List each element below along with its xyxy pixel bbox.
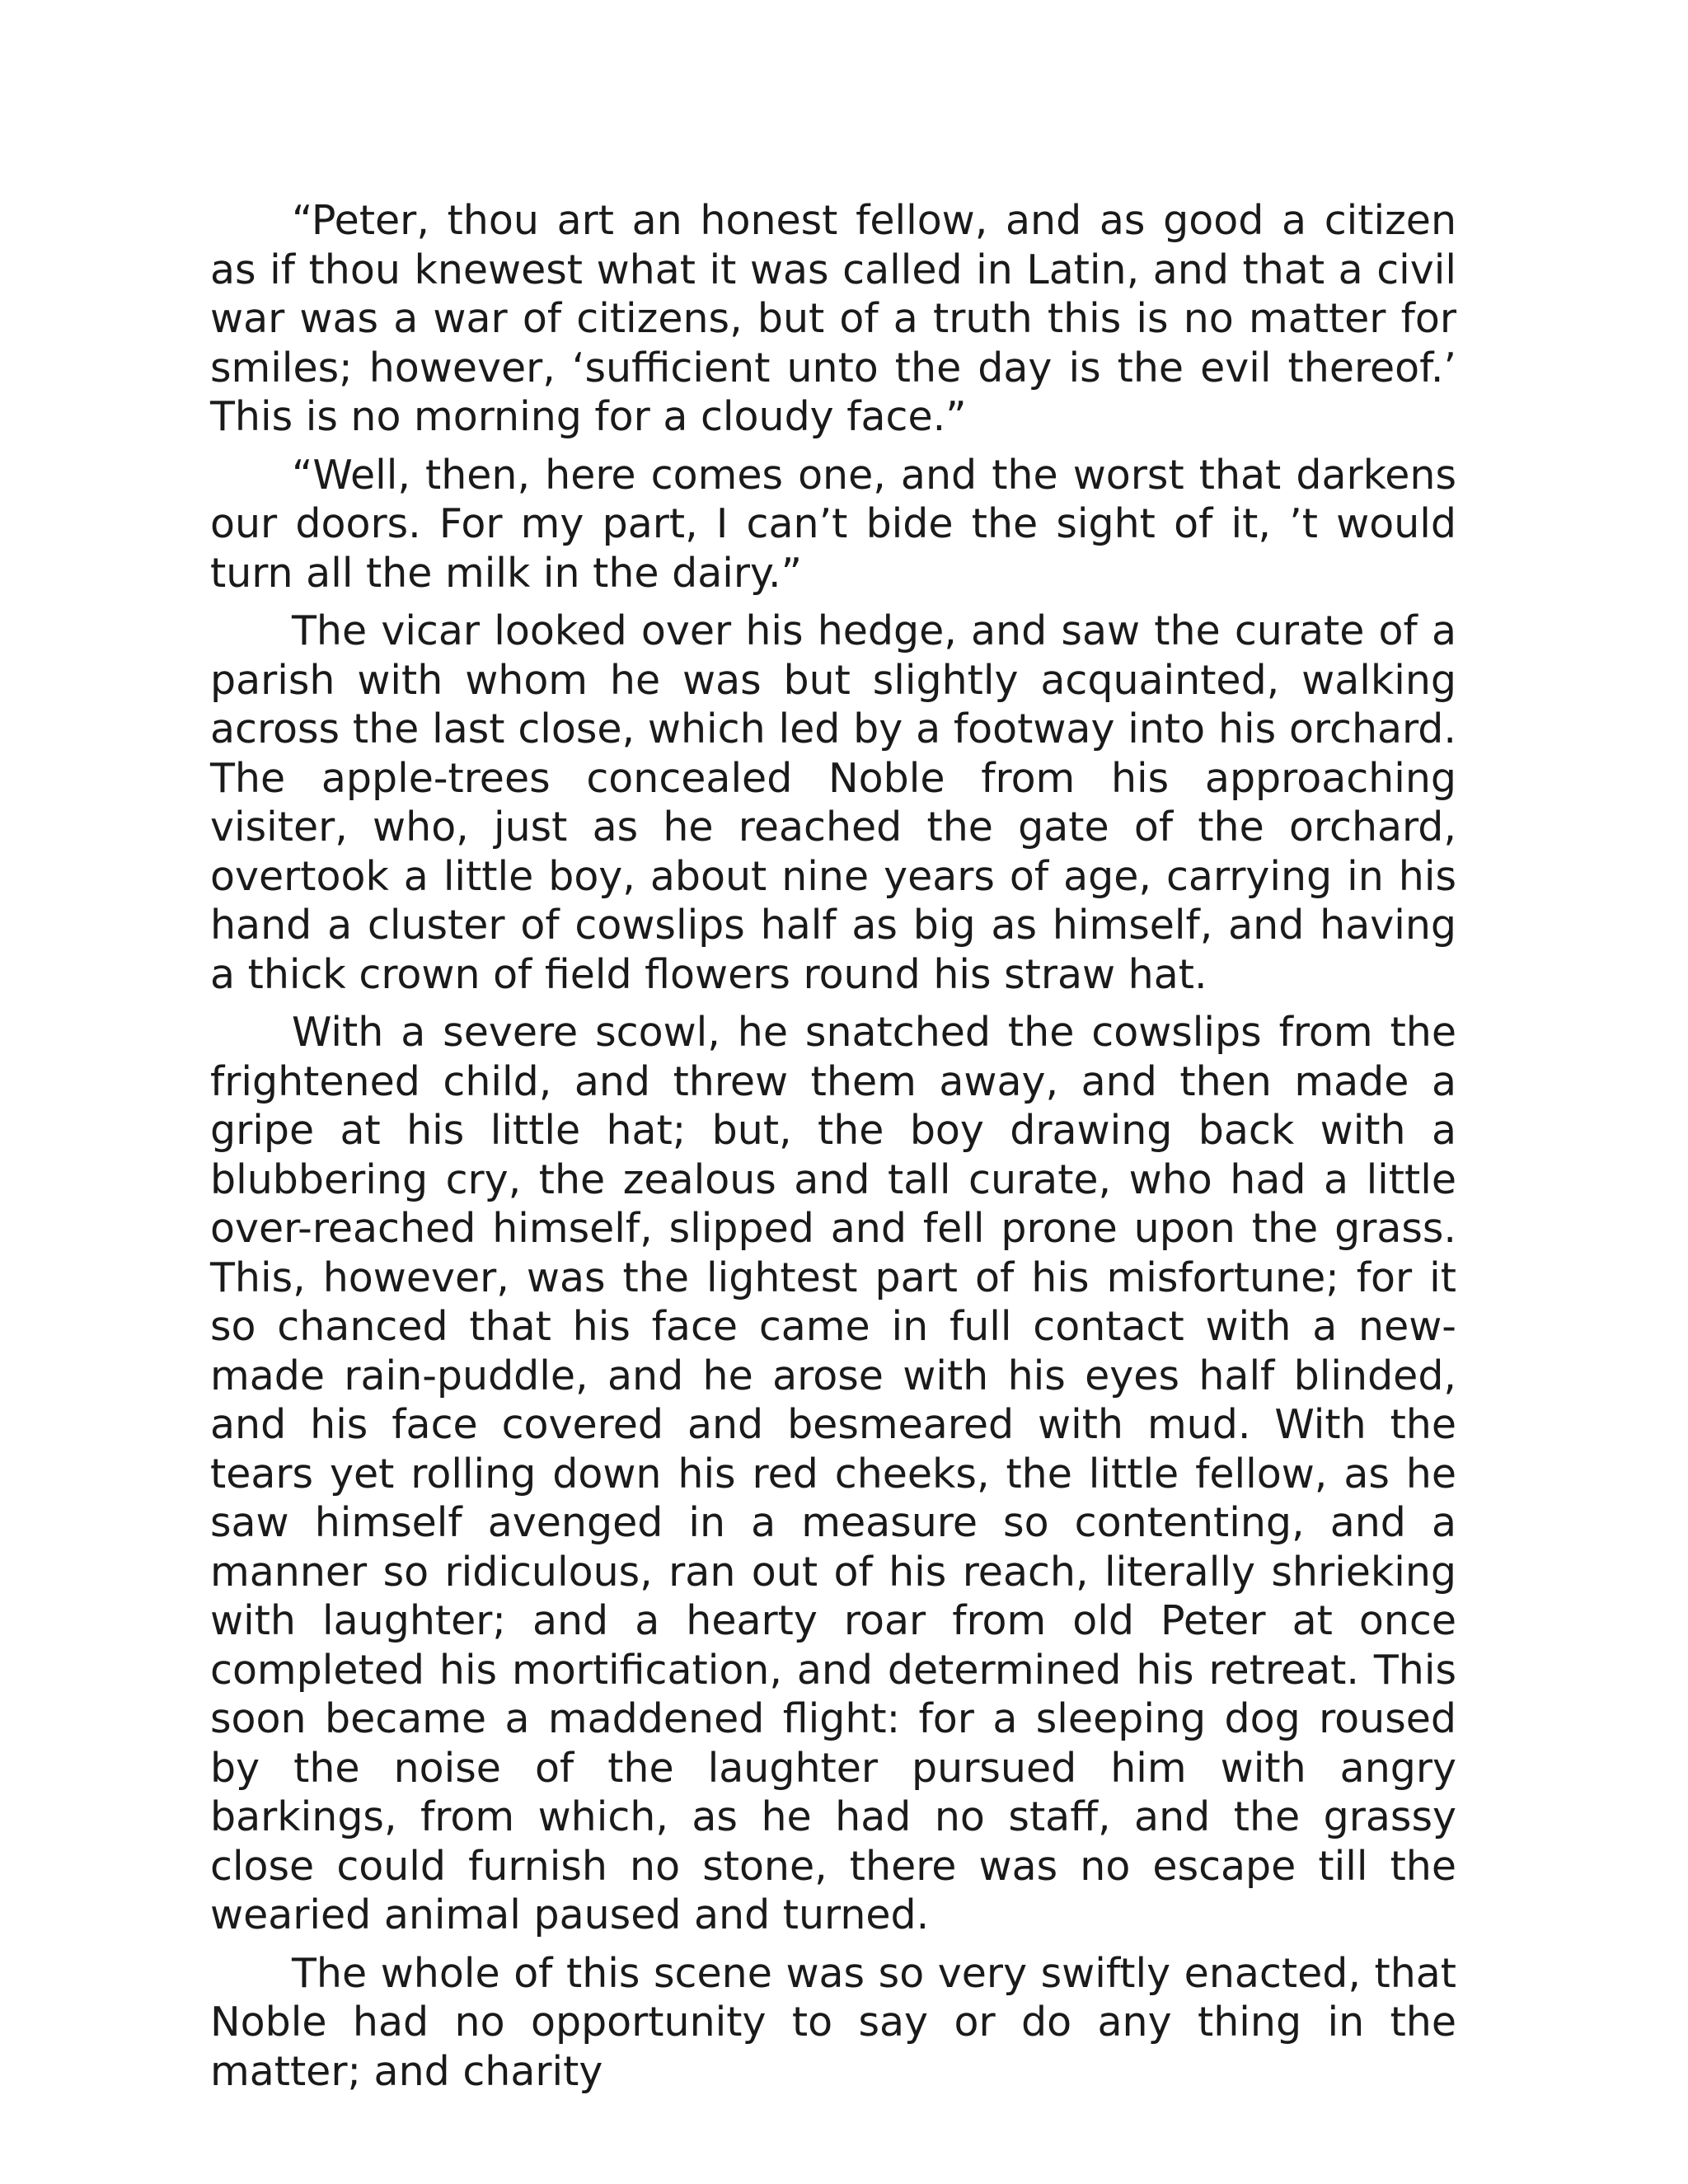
paragraph-2: “Well, then, here comes one, and the worst that darkens our doors. For my part, I can’t bide the sight of it, ’t would turn all the milk in the dairy.”: [210, 451, 1456, 597]
paragraph-5: The whole of this scene was so very swiftly enacted, that Noble had no opportunity to say or do any thing in the matter; and charity: [210, 1949, 1456, 2095]
paragraph-4: With a severe scowl, he snatched the cowslips from the frightened child, and threw them away, and then made a gripe at his little hat; but, the boy drawing back with a blubbering cry, the zealous and tall curate, who had a little over-reached himself, slipped and fell prone upon the grass. This, however, was the lightest part of his misfortune; for it so chanced that his face came in full contact with a new-made rain-puddle, and he arose with his eyes half blinded, and his face covered and besmeared with mud. With the tears yet rolling down his red cheeks, the little fellow, as he saw himself avenged in a measure so contenting, and a manner so ridiculous, ran out of his reach, literally shrieking with laughter; and a hearty roar from old Peter at once completed his mortification, and determined his retreat. This soon became a maddened flight: for a sleeping dog roused by the noise of the laughter pursued him with angry barkings, from which, as he had no staff, and the grassy close could furnish no stone, there was no escape till the wearied animal paused and turned.: [210, 1009, 1456, 1938]
paragraph-3: The vicar looked over his hedge, and saw the curate of a parish with whom he was but slightly acquainted, walking across the last close, which led by a footway into his orchard. The apple-trees concealed Noble from his approaching visiter, who, just as he reached the gate of the orchard, overtook a little boy, about nine years of age, carrying in his hand a cluster of cowslips half as big as himself, and having a thick crown of field flowers round his straw hat.: [210, 607, 1456, 998]
paragraph-1: “Peter, thou art an honest fellow, and as good a citizen as if thou knewest what it was called in Latin, and that a civil war was a war of citizens, but of a truth this is no matter for smiles; however, ‘sufficient unto the day is the evil thereof.’ This is no morning for a cloudy face.”: [210, 197, 1456, 440]
body-text: [210, 196, 1456, 2096]
